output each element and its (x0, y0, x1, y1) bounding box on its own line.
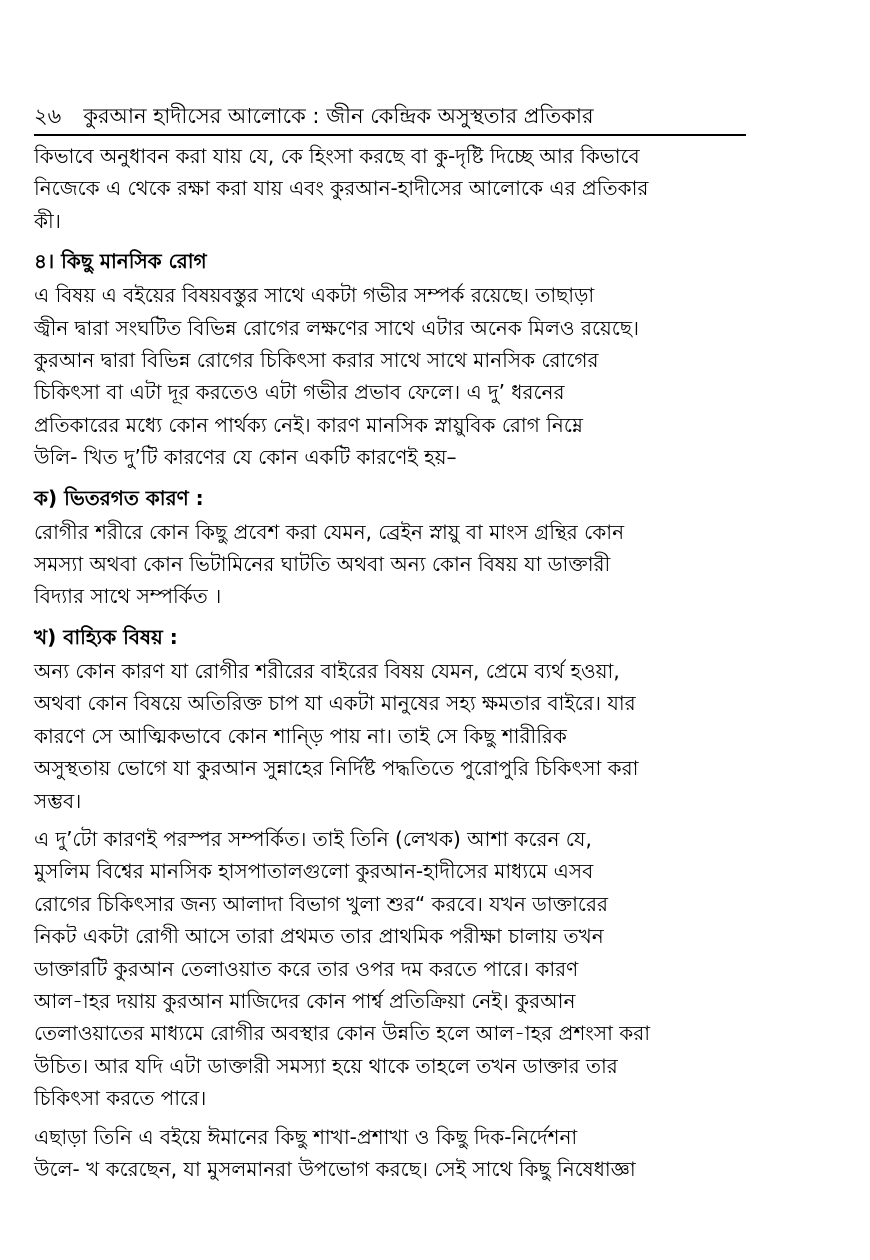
text-line: উলি- খিত দু’টি কারণের যে কোন একটি কারণেই হয়– (34, 445, 457, 470)
text-line: চিকিৎসা করতে পারে। (34, 1086, 207, 1111)
text-line: উলে- খ করেছেন, যা মুসলমানরা উপভোগ করছে। সেই সাথে কিছু নিষেধাজ্ঞা (34, 1156, 636, 1181)
text-line: কী। (34, 208, 61, 233)
paragraph (34, 140, 746, 237)
text-line: ডাক্তারটি কুরআন তেলাওয়াত করে তার ওপর দম করতে পারে। কারণ (34, 956, 579, 981)
running-header (34, 100, 746, 136)
paragraph (34, 516, 746, 613)
text-line: অসুস্থতায় ভোগে যা কুরআন সুন্নাহের নির্দিষ্ট পদ্ধতিতে পুরোপুরি চিকিৎসা করা (34, 756, 639, 781)
text-line: কারণে সে আত্মিকভাবে কোন শান্ড়ি পায় না। তাই সে কিছু শারীরিক (34, 723, 567, 748)
text-line: এছাড়া তিনি এ বইয়ে ঈমানের কিছু শাখা-প্রশাখা ও কিছু দিক-নির্দেশনা (34, 1124, 578, 1149)
text-line: এ দু’টো কারণই পরস্পর সম্পর্কিত। তাই তিনি (লেখক) আশা করেন যে, (34, 826, 592, 851)
text-line: সমস্যা অথবা কোন ভিটামিনের ঘাটতি অথবা অন্য কোন বিষয় যা ডাক্তারী (34, 552, 611, 577)
book-page (34, 100, 746, 1185)
text-line: নিজেকে এ থেকে রক্ষা করা যায় এবং কুরআন-হাদীসের আলোকে এর প্রতিকার (34, 176, 649, 201)
paragraph (34, 655, 746, 817)
paragraph (34, 1121, 746, 1186)
text-line: চিকিৎসা বা এটা দূর করতেও এটা গভীর প্রভাব ফেলে। এ দু’ ধরনের (34, 380, 565, 405)
paragraph (34, 279, 746, 473)
text-line: অন্য কোন কারণ যা রোগীর শরীরের বাইরের বিষয় যেমন, প্রেমে ব্যর্থ হওয়া, (34, 658, 620, 683)
section-heading: খ) বাহ্যিক বিষয় : (34, 624, 178, 649)
text-line: উচিত। আর যদি এটা ডাক্তারী সমস্যা হয়ে থাকে তাহলে তখন ডাক্তার তার (34, 1053, 618, 1078)
text-line: প্রতিকারের মধ্যে কোন পার্থক্য নেই। কারণ মানসিক স্নায়ুবিক রোগ নিম্নে (34, 412, 583, 437)
text-line: সম্ভব। (34, 788, 82, 813)
paragraph (34, 823, 746, 1115)
running-title: কুরআন হাদীসের আলোকে : জীন কেন্দ্রিক অসুস্থতার প্রতিকার (83, 104, 594, 128)
text-line: কিভাবে অনুধাবন করা যায় যে, কে হিংসা করছে বা কু-দৃষ্টি দিচ্ছে আর কিভাবে (34, 144, 640, 168)
text-line: এ বিষয় এ বইয়ের বিষয়বস্তুর সাথে একটা গভীর সম্পর্ক রয়েছে। তাছাড়া (34, 283, 595, 308)
text-line: মুসলিম বিশ্বের মানসিক হাসপাতালগুলো কুরআন-হাদীসের মাধ্যমে এসব (34, 859, 594, 884)
page-body (34, 140, 746, 1185)
text-line: নিকট একটা রোগী আসে তারা প্রথমত তার প্রাথমিক পরীক্ষা চালায় তখন (34, 924, 604, 949)
text-line: রোগের চিকিৎসার জন্য আলাদা বিভাগ খুলা শুর“ করবে। যখন ডাক্তারের (34, 891, 608, 916)
text-line: কুরআন দ্বারা বিভিন্ন রোগের চিকিৎসা করার সাথে সাথে মানসিক রোগের (34, 348, 599, 373)
text-line: বিদ্যার সাথে সম্পর্কিত । (34, 584, 222, 609)
text-line: রোগীর শরীরে কোন কিছু প্রবেশ করা যেমন, ব্রেইন স্নায়ু বা মাংস গ্রন্থির কোন (34, 519, 625, 544)
text-line: জ্বীন দ্বারা সংঘটিত বিভিন্ন রোগের লক্ষণের সাথে এটার অনেক মিলও রয়েছে। (34, 315, 640, 340)
text-line: অথবা কোন বিষয়ে অতিরিক্ত চাপ যা একটা মানুষের সহ্য ক্ষমতার বাইরে। যার (34, 691, 636, 716)
section-heading: ৪। কিছু মানসিক রোগ (34, 249, 207, 274)
text-line: আল-াহর দয়ায় কুরআন মাজিদের কোন পার্শ্ব প্রতিক্রিয়া নেই। কুরআন (34, 988, 576, 1013)
page-number: ২৬ (34, 104, 62, 128)
section-heading: ক) ভিতরগত কারণ : (34, 485, 204, 510)
text-line: তেলাওয়াতের মাধ্যমে রোগীর অবস্থার কোন উন্নতি হলে আল-াহর প্রশংসা করা (34, 1021, 651, 1046)
